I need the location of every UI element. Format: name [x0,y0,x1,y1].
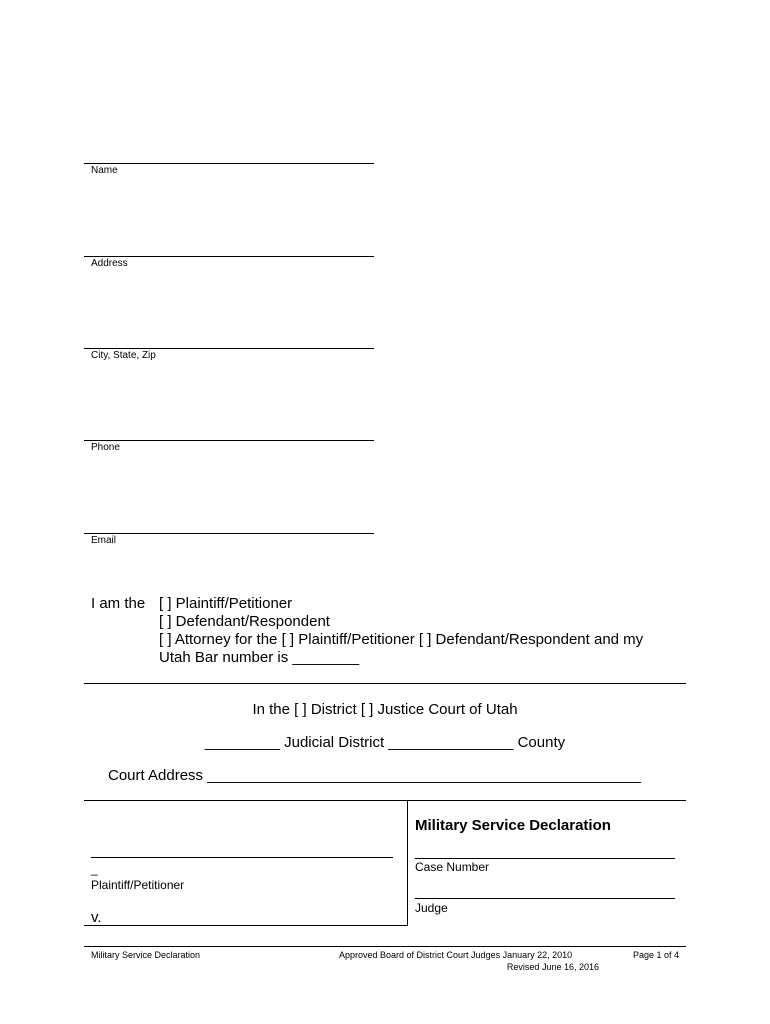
footer-rule [84,946,686,947]
judge-line[interactable] [415,898,675,899]
defendant-option[interactable]: [ ] Defendant/Respondent [159,613,330,630]
party-section-divider [84,683,686,684]
district-county-line[interactable]: _________ Judicial District _______________ County [204,734,566,751]
footer-page-number: Page 1 of 4 [632,950,679,960]
footer-form-name: Military Service Declaration [91,950,201,960]
email-label: Email [91,535,117,546]
address-label: Address [91,258,128,269]
footer-revised: Revised June 16, 2016 [506,962,599,972]
phone-label: Phone [91,442,120,453]
plaintiff-label: Plaintiff/Petitioner [91,878,185,892]
court-type-line[interactable]: In the [ ] District [ ] Justice Court of Utah [252,701,518,718]
plaintiff-name-line[interactable] [91,857,393,858]
bar-number-field[interactable]: Utah Bar number is ________ [159,649,360,666]
city-state-zip-field-line[interactable] [84,348,374,349]
judge-label: Judge [415,901,448,915]
plaintiff-option[interactable]: [ ] Plaintiff/Petitioner [159,595,293,612]
address-field-line[interactable] [84,256,374,257]
caption-divider [407,800,408,925]
plaintiff-underscore: _ [91,862,98,876]
name-label: Name [91,165,118,176]
party-intro: I am the [91,595,146,612]
attorney-option[interactable]: [ ] Attorney for the [ ] Plaintiff/Petitioner [ ] Defendant/Respondent and my [159,631,644,648]
caption-bottom-rule [84,925,408,926]
case-number-line[interactable] [415,858,675,859]
versus-label: v. [91,909,102,926]
caption-top-rule [84,800,686,801]
phone-field-line[interactable] [84,440,374,441]
city-state-zip-label: City, State, Zip [91,350,156,361]
document-title: Military Service Declaration [415,817,611,834]
email-field-line[interactable] [84,533,374,534]
court-address-line[interactable]: Court Address ____________________________________________________ [108,767,642,784]
name-field-line[interactable] [84,163,374,164]
footer-approved: Approved Board of District Court Judges January 22, 2010 [339,950,573,960]
case-number-label: Case Number [415,860,490,874]
